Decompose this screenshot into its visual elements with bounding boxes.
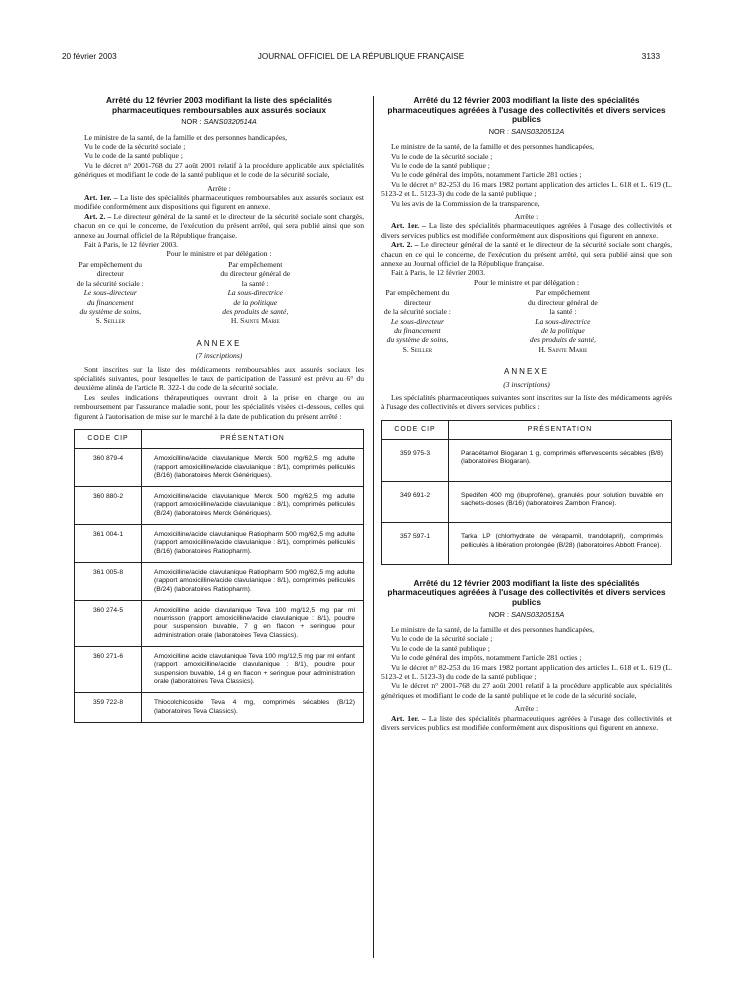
left-column [74,96,364,723]
vu-line: Vu le décret n° 2001-768 du 27 août 2001 relatif à la procédure applicable aux spécialités génériques et modifiant le code de la santé publique et le code de la sécurité sociale, [74,160,364,180]
column-divider [373,96,374,958]
decree-intro: Le ministre de la santé, de la famille et des personnes handicapées, [84,132,288,142]
annex-paragraph: Sont inscrites sur la liste des médicaments remboursables aux assurés sociaux les spécialités suivantes, pour lesquelles le taux de participation de l'assuré est prévu au 6° du deuxième alinéa de l'article R. 322-1 du code de la sécurité sociale. [74,364,364,393]
table-row: 360 274-5 Amoxicilline acide clavulanique Teva 100 mg/12,5 mg par ml nourrisson (rapport amoxicilline/acide clavulanique : 8/1), poudre pour suspension buvable, 7 g en flacon + seringue pour administration orale (laboratoires Teva Classics). [75,600,364,646]
decree-title-2: Arrêté du 12 février 2003 modifiant la liste des spécialités pharmaceutiques agréées à l'usage des collectivités et divers services publics [387,577,666,608]
signature-block [381,288,672,354]
arrete-label: Arrête : [514,704,539,714]
table-row: 360 271-6 Amoxicilline acide clavulanique Teva 100 mg/12,5 mg par ml enfant (rapport amoxicilline/acide clavulanique : 8/1), poudre pour suspension buvable, 14 g en flacon + seringue pour administration orale (laboratoires Teva Classics). [75,647,364,693]
table-row: 357 597-1 Tarka LP (chlorhydrate de vérapamil, trandolapril), comprimés pelliculés à libération prolongée (B/28) (laboratoires Abbott France). [382,523,672,565]
column-header-presentation: PRÉSENTATION [449,420,672,439]
vu-line: Vu le décret n° 2001-768 du 27 août 2001 relatif à la procédure applicable aux spécialités génériques et modifiant le code de la santé publique et le code de la sécurité sociale, [381,681,672,700]
table-row: 360 879-4 Amoxicilline/acide clavulanique Merck 500 mg/62,5 mg adulte (rapport amoxicilline/acide clavulanique : 8/1), comprimés pelliculés (B/16) (laboratoires Merck Génériques). [75,449,364,487]
table-row: 361 005-8 Amoxicilline/acide clavulanique Ratiopharm 500 mg/62,5 mg adulte (rapport amoxicilline/acide clavulanique : 8/1), comprimés pelliculés (B/24) (laboratoires Ratiopharm). [75,562,364,600]
vu-line: Vu le code de la santé publique ; [391,161,490,170]
annex-paragraph: Les seules indications thérapeutiques ouvrant droit à la prise en charge ou au remboursement par l'assurance maladie sont, pour les spécialités visées ci-dessous, celles qui figurent à l'autorisation de mise sur le marché à la date de publication du présent arrêté : [74,392,364,421]
decree-intro: Le ministre de la santé, de la famille et des personnes handicapées, [391,142,595,152]
signature-right: Par empêchement du directeur général de la santé : La sous-directrice de la politique des produits de santé, H. Sainte Marie [527,288,598,354]
inscriptions-count: (7 inscriptions) [195,351,243,361]
nor-reference: NOR : SANS0320514A [181,117,257,127]
signature-left: Par empêchement du directeur de la sécurité sociale : Le sous-directeur du financement du système de soins, S. Seiller [76,259,144,326]
decree-intro: Le ministre de la santé, de la famille et des personnes handicapées, [391,625,595,635]
annex-table [381,420,672,565]
header-journal-title: JOURNAL OFFICIEL DE LA RÉPUBLIQUE FRANÇAISE [257,52,465,61]
decree-title: Arrêté du 12 février 2003 modifiant la liste des spécialités pharmaceutiques agréées à l'usage des collectivités et divers services publics [387,95,666,125]
table-header-row [75,429,364,448]
vu-line: Vu le code de la sécurité sociale ; [84,142,186,151]
table-row: 359 975-3 Paracétamol Biogaran 1 g, comprimés effervescents sécables (B/8) (laboratoires Biogaran). [382,440,672,482]
vu-line: Vu le code de la sécurité sociale ; [391,634,493,644]
signature-left: Par empêchement du directeur de la sécurité sociale : Le sous-directeur du financement du système de soins, S. Seiller [383,288,451,354]
arrete-label: Arrête : [514,212,539,222]
column-header-code: CODE CIP [75,429,142,448]
vu-line: Vu le code général des impôts, notamment l'article 281 octies ; [391,653,582,663]
table-header-row [382,420,672,439]
vu-line: Vu les avis de la Commission de la transparence, [391,198,540,208]
vu-line: Vu le code de la santé publique ; [84,151,183,161]
fait-a-paris: Fait à Paris, le 12 février 2003. [391,268,486,278]
article-2: Art. 2. – Le directeur général de la santé et le directeur de la sécurité sociale sont chargés, chacun en ce qui le concerne, de l'exécution du présent arrêté, qui sera publié ainsi que son annexe au Journal officiel de la République française. [381,240,672,269]
header-date: 20 février 2003 [62,52,117,61]
right-column [381,96,672,732]
annex-paragraph: Les spécialités pharmaceutiques suivantes sont inscrites sur la liste des médicaments agréés à l'usage des collectivités et divers services publics : [381,392,672,412]
annex-table [74,429,364,723]
fait-a-paris: Fait à Paris, le 12 février 2003. [84,240,179,250]
nor-reference: NOR : SANS0320512A [488,126,565,136]
table-row: 361 004-1 Amoxicilline/acide clavulanique Ratiopharm 500 mg/62,5 mg adulte (rapport amoxicilline/acide clavulanique : 8/1), comprimés pelliculés (B/16) (laboratoires Ratiopharm). [75,525,364,563]
article-1: Art. 1er. – La liste des spécialités pharmaceutiques agréées à l'usage des collectivités et divers services publics est modifiée conformément aux dispositions qui figurent en annexe. [381,713,672,733]
vu-line: Vu le décret n° 82-253 du 16 mars 1982 portant application des articles L. 618 et L. 619 (L. 5123-2 et L. 5123-3) du code de la santé publique ; [381,179,672,199]
annexe-heading: ANNEXE [196,338,242,348]
arrete-label: Arrête : [207,183,231,193]
vu-line: Vu le code de la santé publique ; [391,643,490,653]
header-page-number: 3133 [641,52,660,61]
nor-reference-2: NOR : SANS0320515A [488,609,565,619]
signature-right: Par empêchement du directeur général de la santé : La sous-directrice de la politique des produits de santé, H. Sainte Marie [220,259,291,326]
inscriptions-count: (3 inscriptions) [503,379,550,389]
table-row: 359 722-8 Thiocolchicoside Teva 4 mg, comprimés sécables (B/12) (laboratoires Teva Classics). [75,693,364,723]
column-header-presentation: PRÉSENTATION [142,429,364,448]
delegation-line: Pour le ministre et par délégation : [166,249,272,259]
article-2: Art. 2. – Le directeur général de la santé et le directeur de la sécurité sociale sont chargés, chacun en ce qui le concerne, de l'exécution du présent arrêté, qui sera publié ainsi que son annexe au Journal officiel de la République française. [74,211,364,240]
column-header-code: CODE CIP [382,420,449,439]
table-row: 349 691-2 Spedifen 400 mg (ibuprofène), granulés pour solution buvable en sachets-doses (B/16) (laboratoires Zambon France). [382,481,672,523]
annexe-heading: ANNEXE [504,367,549,377]
article-1: Art. 1er. – La liste des spécialités pharmaceutiques remboursables aux assurés sociaux est modifiée conformément aux dispositions qui figurent en annexe. [74,193,364,212]
signature-block [74,260,364,326]
vu-line: Vu le code de la sécurité sociale ; [391,151,493,161]
table-row: 360 880-2 Amoxicilline/acide clavulanique Merck 500 mg/62,5 mg adulte (rapport amoxicilline/acide clavulanique : 8/1), comprimés pelliculés (B/24) (laboratoires Merck Génériques). [75,487,364,525]
vu-line: Vu le décret n° 82-253 du 16 mars 1982 portant application des articles L. 618 et L. 619 (L. 5123-2 et L. 5123-3) du code de la santé publique ; [381,662,672,682]
vu-line: Vu le code général des impôts, notamment l'article 281 octies ; [391,170,582,180]
delegation-line: Pour le ministre et par délégation : [473,277,580,287]
decree-title: Arrêté du 12 février 2003 modifiant la liste des spécialités pharmaceutiques remboursables aux assurés sociaux [106,95,332,115]
article-1: Art. 1er. – La liste des spécialités pharmaceutiques agréées à l'usage des collectivités et divers services publics est modifiée conformément aux dispositions qui figurent en annexe. [381,221,672,240]
